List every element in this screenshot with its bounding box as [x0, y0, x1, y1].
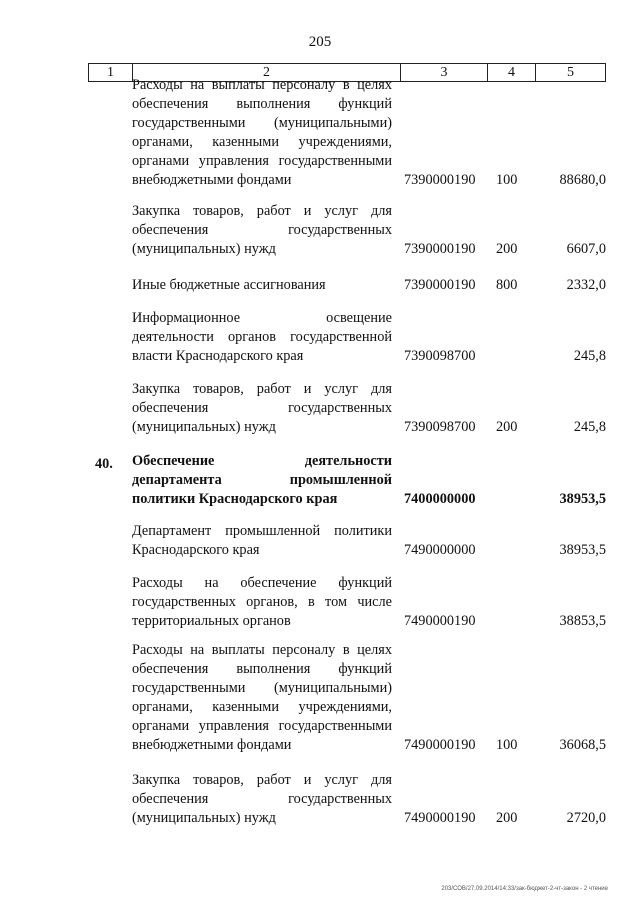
- table-row: [0, 524, 640, 560]
- row-description: Расходы на выплаты персоналу в целях обеспечения выполнения функций государственными (муниципальными) органами, казенными учреждениями, органами управления государственными внебюджетными фондами: [132, 77, 392, 188]
- row-description: Обеспечение деятельности департамента промышленной политики Краснодарского края: [132, 453, 392, 507]
- row-expense-type: 100: [496, 172, 518, 188]
- header-col-2: 2: [132, 64, 400, 81]
- table-row: [0, 205, 640, 259]
- row-code: 7400000000: [404, 491, 476, 507]
- row-amount: 245,8: [573, 348, 606, 364]
- row-amount: 38953,5: [559, 491, 606, 507]
- row-code: 7390000190: [404, 277, 476, 293]
- row-amount: 38853,5: [559, 613, 606, 629]
- row-amount: 2332,0: [566, 277, 606, 293]
- row-expense-type: 200: [496, 810, 518, 826]
- row-expense-type: 100: [496, 737, 518, 753]
- page-number: 205: [308, 34, 332, 50]
- header-col-1: 1: [107, 65, 114, 80]
- row-code: 7490000000: [404, 542, 476, 558]
- row-code: 7390000190: [404, 241, 476, 257]
- row-description: Информационное освещение деятельности органов государственной власти Краснодарского края: [132, 310, 392, 364]
- row-description: Иные бюджетные ассигнования: [132, 277, 326, 293]
- header-col-5: 5: [535, 64, 605, 81]
- header-col-3: 3: [400, 64, 487, 81]
- row-amount: 36068,5: [559, 737, 606, 753]
- row-expense-type: 800: [496, 277, 518, 293]
- row-amount: 6607,0: [566, 241, 606, 257]
- footer-document-id: 203/СОВ/27.09.2014/14:33/зак-бюджет-2-чт-закон - 2 чтение: [441, 886, 608, 892]
- table-row: [0, 642, 640, 755]
- header-col-4: 4: [487, 64, 535, 81]
- row-amount: 38953,5: [559, 542, 606, 558]
- row-number: 40.: [95, 456, 113, 472]
- row-code: 7490000190: [404, 810, 476, 826]
- row-expense-type: 200: [496, 241, 518, 257]
- row-code: 7490000190: [404, 613, 476, 629]
- row-code: 7390098700: [404, 348, 476, 364]
- table-row: [0, 383, 640, 437]
- table-row: [0, 77, 640, 190]
- row-code: 7390098700: [404, 419, 476, 435]
- row-description: Закупка товаров, работ и услуг для обеспечения государственных (муниципальных) нужд: [132, 381, 392, 435]
- table-row: [0, 774, 640, 828]
- row-code: 7490000190: [404, 737, 476, 753]
- row-amount: 245,8: [573, 419, 606, 435]
- row-amount: 88680,0: [559, 172, 606, 188]
- row-description: Расходы на выплаты персоналу в целях обеспечения выполнения функций государственными (муниципальными) органами, казенными учреждениями, органами управления государственными внебюджетными фондами: [132, 642, 392, 753]
- row-description: Закупка товаров, работ и услуг для обеспечения государственных (муниципальных) нужд: [132, 203, 392, 257]
- row-description: Департамент промышленной политики Краснодарского края: [132, 523, 392, 558]
- row-amount: 2720,0: [566, 810, 606, 826]
- table-row: [0, 577, 640, 631]
- table-row: [0, 312, 640, 366]
- row-code: 7390000190: [404, 172, 476, 188]
- table-row: [0, 276, 640, 295]
- row-expense-type: 200: [496, 419, 518, 435]
- row-description: Закупка товаров, работ и услуг для обеспечения государственных (муниципальных) нужд: [132, 772, 392, 826]
- table-row-section: [0, 455, 640, 509]
- row-description: Расходы на обеспечение функций государственных органов, в том числе территориальных органов: [132, 575, 392, 629]
